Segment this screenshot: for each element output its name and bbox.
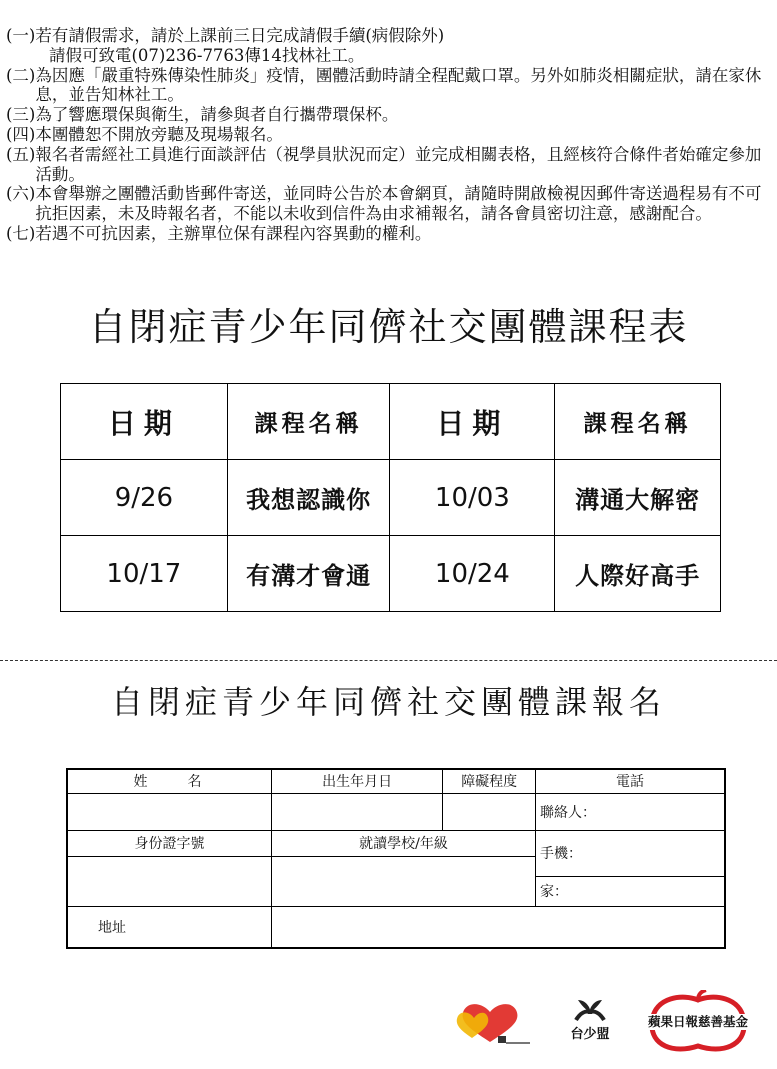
header-course-1: 課程名稱 bbox=[227, 384, 390, 460]
address-label: 地址 bbox=[67, 906, 271, 948]
notice-text: 為了響應環保與衛生，請參與者自行攜帶環保杯。 bbox=[35, 105, 399, 125]
schedule-course: 我想認識你 bbox=[227, 460, 390, 536]
notice-item bbox=[6, 184, 774, 224]
alliance-name: 台少盟 bbox=[570, 1027, 610, 1042]
notice-item bbox=[6, 26, 774, 46]
registration-title: 自閉症青少年同儕社交團體課報名 bbox=[110, 683, 666, 721]
name-field[interactable] bbox=[67, 793, 271, 830]
address-field[interactable] bbox=[271, 906, 725, 948]
notice-item bbox=[6, 46, 774, 66]
notice-text: 報名者需經社工員進行面談評估（視學員狀況而定）並完成相關表格，且經核符合條件者始確定參加活動。 bbox=[35, 144, 762, 184]
notice-number: (三) bbox=[6, 105, 36, 125]
schedule-date: 10/03 bbox=[390, 460, 555, 536]
contact-field[interactable] bbox=[536, 793, 725, 830]
school-label: 就讀學校/年級 bbox=[271, 830, 535, 856]
birth-field[interactable] bbox=[271, 793, 442, 830]
sponsor-logos bbox=[0, 990, 777, 1060]
mobile-field[interactable] bbox=[536, 830, 725, 876]
alliance-icon bbox=[570, 996, 610, 1024]
schedule-date: 10/17 bbox=[61, 536, 228, 612]
schedule-course: 有溝才會通 bbox=[227, 536, 390, 612]
notice-text: 為因應「嚴重特殊傳染性肺炎」疫情，團體活動時請全程配戴口罩。另外如肺炎相關症狀，請在家休息，並告知林社工。 bbox=[35, 65, 762, 105]
schedule-date: 9/26 bbox=[61, 460, 228, 536]
notice-number: (四) bbox=[6, 124, 36, 144]
schedule-title: 自閉症青少年同儕社交團體課程表 bbox=[88, 305, 689, 349]
schedule-course: 溝通大解密 bbox=[555, 460, 721, 536]
notice-text: 本會舉辦之團體活動皆郵件寄送，並同時公告於本會網頁，請隨時開啟檢視因郵件寄送過程易有不可抗拒因素，未及時報名者，不能以未收到信件為由求補報名，請各會員密切注意，感謝配合。 bbox=[35, 184, 762, 224]
id-label: 身份證字號 bbox=[67, 830, 271, 856]
notice-text: 請假可致電(07)236-7763傳14找林社工。 bbox=[49, 45, 365, 65]
disability-label: 障礙程度 bbox=[443, 769, 536, 793]
mobile-label: 手機： bbox=[540, 846, 583, 862]
notice-number: (六) bbox=[6, 184, 36, 204]
home-phone-field[interactable] bbox=[536, 876, 725, 906]
header-date-1: 日期 bbox=[61, 384, 228, 460]
notice-number: (五) bbox=[6, 144, 36, 164]
schedule-course: 人際好高手 bbox=[555, 536, 721, 612]
id-field[interactable] bbox=[67, 856, 271, 906]
schedule-header-row bbox=[61, 384, 721, 460]
alliance-logo bbox=[560, 996, 620, 1042]
header-course-2: 課程名稱 bbox=[555, 384, 721, 460]
notice-number: (二) bbox=[6, 65, 36, 85]
notice-text: 若遇不可抗因素，主辦單位保有課程內容異動的權利。 bbox=[35, 223, 432, 243]
schedule-date: 10/24 bbox=[390, 536, 555, 612]
registration-form bbox=[66, 768, 726, 949]
schedule-table bbox=[60, 383, 721, 612]
home-label: 家： bbox=[540, 884, 569, 900]
disability-field[interactable] bbox=[443, 793, 536, 830]
phone-label: 電話 bbox=[536, 769, 725, 793]
notice-item bbox=[6, 224, 774, 244]
apple-daily-name: 蘋果日報慈善基金 bbox=[647, 1014, 748, 1029]
notice-text: 若有請假需求，請於上課前三日完成請假手續(病假除外) bbox=[35, 26, 445, 45]
notice-text: 本團體恕不開放旁聽及現場報名。 bbox=[35, 124, 283, 144]
heart-charity-logo bbox=[450, 998, 530, 1050]
notice-item bbox=[6, 145, 774, 185]
apple-daily-logo bbox=[644, 990, 752, 1054]
schedule-row bbox=[61, 536, 721, 612]
birth-label: 出生年月日 bbox=[271, 769, 442, 793]
notice-number: (七) bbox=[6, 223, 36, 243]
notice-item bbox=[6, 66, 774, 106]
notice-number: (一) bbox=[6, 26, 36, 45]
schedule-row bbox=[61, 460, 721, 536]
header-date-2: 日期 bbox=[390, 384, 555, 460]
notice-list bbox=[6, 26, 774, 244]
notice-item bbox=[6, 125, 774, 145]
name-label: 姓 名 bbox=[67, 769, 271, 793]
school-field[interactable] bbox=[271, 856, 535, 906]
cut-line-divider bbox=[0, 660, 777, 661]
notice-item bbox=[6, 105, 774, 125]
contact-label: 聯絡人： bbox=[540, 804, 597, 821]
